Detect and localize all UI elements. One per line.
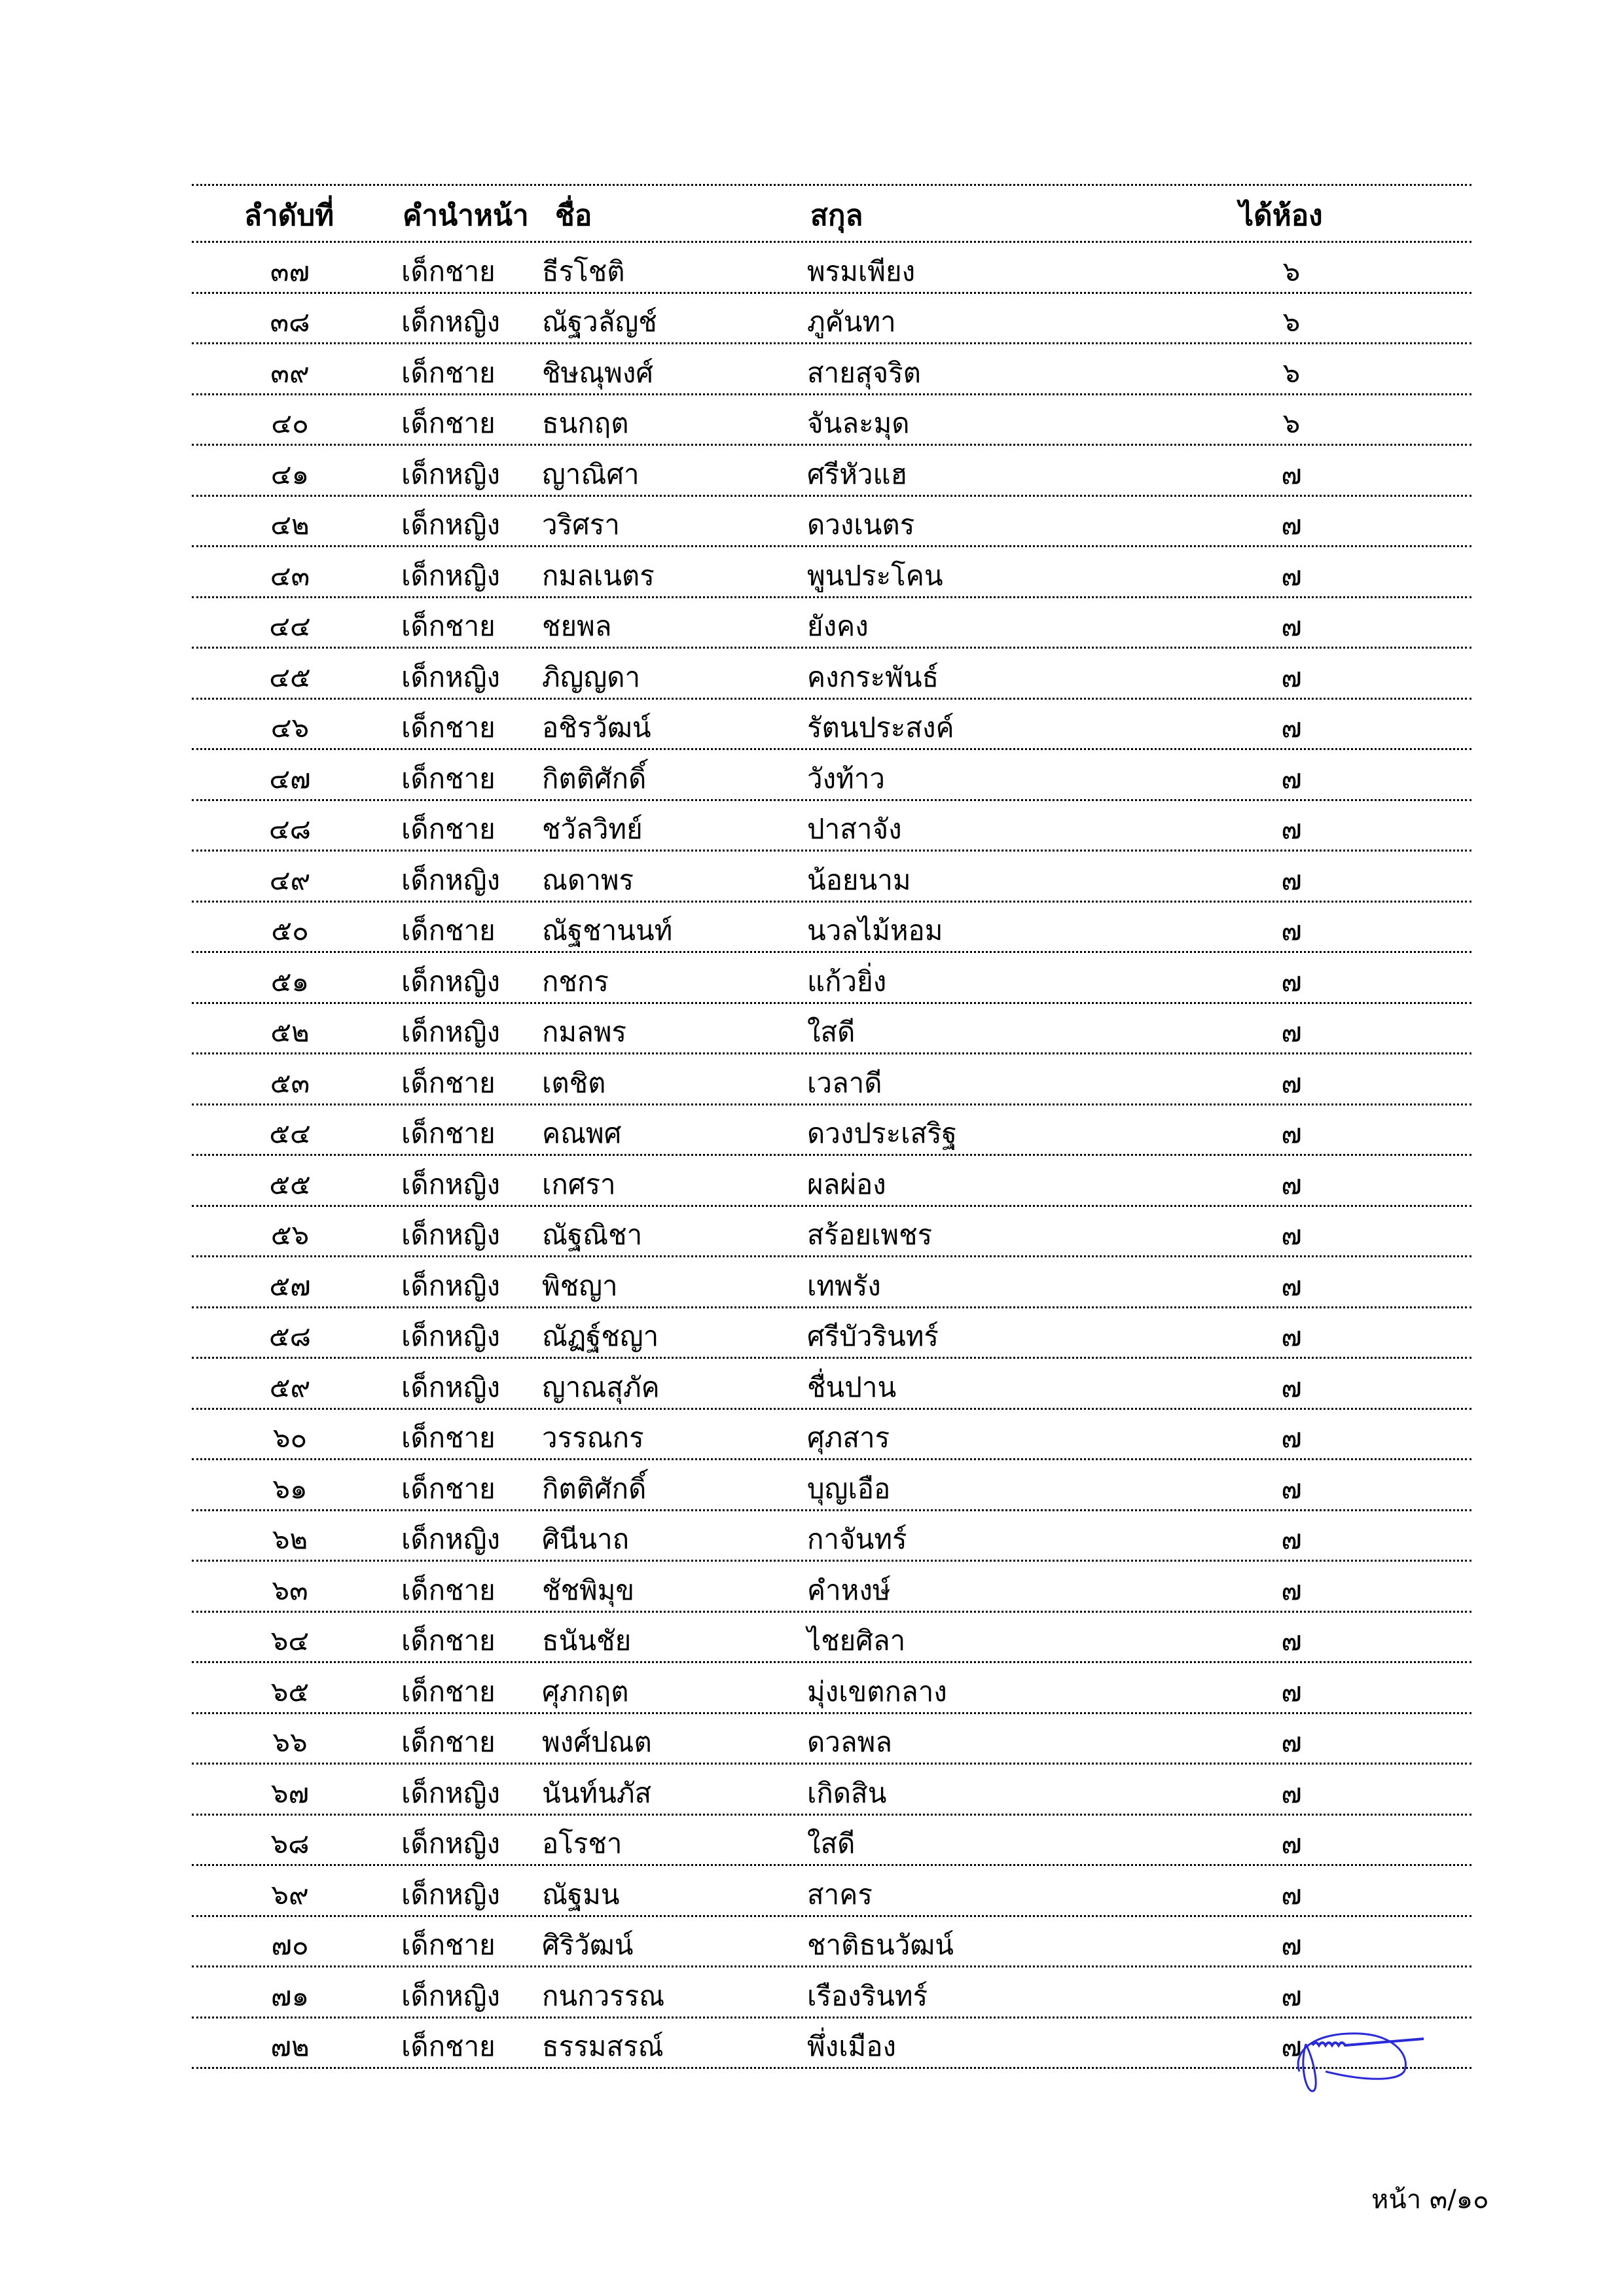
cell-room: ๗ (1281, 1675, 1302, 1708)
cell-no: ๖๒ (272, 1523, 308, 1555)
cell-prefix: เด็กหญิง (401, 306, 501, 338)
cell-last-name: สาคร (807, 1878, 873, 1910)
cell-first-name: ชยพล (542, 610, 612, 642)
cell-room: ๗ (1281, 1422, 1302, 1454)
cell-no: ๔๐ (271, 407, 309, 439)
table-row (192, 547, 1471, 598)
cell-last-name: เกิดสิน (807, 1776, 887, 1809)
cell-last-name: สร้อยเพชร (807, 1219, 933, 1251)
cell-no: ๕๙ (269, 1371, 311, 1403)
cell-first-name: นันท์นภัส (542, 1776, 652, 1809)
cell-room: ๗ (1281, 914, 1302, 946)
cell-room: ๗ (1281, 559, 1302, 592)
cell-room: ๗ (1281, 1624, 1302, 1657)
cell-prefix: เด็กชาย (401, 1929, 496, 1961)
cell-no: ๔๖ (270, 711, 310, 744)
cell-last-name: จันละมุด (807, 407, 910, 439)
cell-first-name: ธนันชัย (542, 1624, 632, 1657)
cell-room: ๗ (1281, 863, 1302, 896)
cell-room: ๗ (1281, 457, 1302, 490)
cell-last-name: ดวลพล (807, 1726, 893, 1758)
table-row (192, 700, 1471, 751)
table-row (192, 1866, 1471, 1917)
cell-room: ๗ (1281, 1878, 1302, 1910)
cell-no: ๔๓ (270, 559, 310, 592)
cell-prefix: เด็กหญิง (401, 457, 501, 490)
cell-room: ๗ (1281, 1472, 1302, 1505)
cell-last-name: ศุภสาร (807, 1422, 890, 1454)
table-body (192, 243, 1471, 2069)
cell-prefix: เด็กหญิง (401, 1219, 501, 1251)
table-header-row (192, 184, 1471, 243)
cell-room: ๗ (1281, 1219, 1302, 1251)
table-row (192, 294, 1471, 345)
table-row (192, 1460, 1471, 1511)
cell-no: ๕๒ (270, 1016, 310, 1048)
table-row (192, 1967, 1471, 2018)
cell-no: ๖๐ (272, 1422, 308, 1454)
cell-room: ๖ (1282, 306, 1301, 338)
cell-last-name: บุญเอือ (807, 1472, 891, 1505)
cell-last-name: กาจันทร์ (807, 1523, 907, 1555)
cell-last-name: มุ่งเขตกลาง (807, 1675, 947, 1708)
cell-room: ๗ (1281, 660, 1302, 693)
cell-first-name: ภิญญดา (542, 660, 641, 693)
cell-room: ๗ (1281, 762, 1302, 795)
cell-no: ๕๗ (269, 1269, 311, 1302)
table-row (192, 750, 1471, 801)
table-row (192, 497, 1471, 548)
cell-prefix: เด็กหญิง (401, 1776, 501, 1809)
cell-prefix: เด็กหญิง (401, 1016, 501, 1048)
cell-first-name: ศุภกฤต (542, 1675, 629, 1708)
cell-room: ๗ (1281, 813, 1302, 845)
cell-last-name: รัตนประสงค์ (807, 711, 954, 744)
table-row (192, 598, 1471, 649)
cell-no: ๔๒ (270, 509, 310, 541)
cell-room: ๖ (1282, 255, 1301, 287)
cell-no: ๖๗ (270, 1776, 310, 1809)
cell-room: ๗ (1281, 1320, 1302, 1352)
cell-last-name: ใสดี (807, 1827, 856, 1859)
cell-no: ๕๖ (270, 1219, 310, 1251)
table-row (192, 1207, 1471, 1258)
cell-last-name: ศรีบัวรินทร์ (807, 1320, 939, 1352)
table-row (192, 852, 1471, 903)
cell-no: ๕๐ (271, 914, 309, 946)
page-number: หน้า ๓/๑๐ (1371, 2185, 1489, 2215)
cell-last-name: ดวงเนตร (807, 509, 915, 541)
cell-first-name: ชวัลวิทย์ (542, 813, 643, 845)
cell-prefix: เด็กชาย (401, 1573, 496, 1606)
table-row (192, 1105, 1471, 1157)
cell-no: ๕๘ (268, 1320, 312, 1352)
cell-room: ๗ (1281, 711, 1302, 744)
cell-no: ๔๔ (269, 610, 311, 642)
cell-no: ๖๓ (272, 1573, 308, 1606)
table-row (192, 1613, 1471, 1664)
cell-first-name: วริศรา (542, 509, 620, 541)
cell-no: ๕๓ (270, 1066, 310, 1099)
table-row (192, 344, 1471, 395)
cell-last-name: สายสุจริต (807, 356, 921, 389)
cell-last-name: เทพรัง (807, 1269, 881, 1302)
cell-last-name: ศรีหัวแฮ (807, 457, 908, 490)
cell-no: ๕๔ (269, 1117, 311, 1149)
cell-prefix: เด็กหญิง (401, 1878, 501, 1910)
cell-room: ๗ (1281, 1827, 1302, 1859)
cell-prefix: เด็กชาย (401, 1117, 496, 1149)
table-row (192, 1308, 1471, 1359)
cell-first-name: ศิริวัฒน์ (542, 1929, 634, 1961)
table-row (192, 1917, 1471, 1968)
cell-prefix: เด็กชาย (401, 1675, 496, 1708)
cell-prefix: เด็กชาย (401, 813, 496, 845)
table-row (192, 1663, 1471, 1714)
cell-prefix: เด็กหญิง (401, 660, 501, 693)
cell-last-name: ชื่นปาน (807, 1371, 897, 1403)
cell-no: ๔๙ (269, 863, 311, 896)
cell-first-name: กมลเนตร (542, 559, 655, 592)
table-row (192, 953, 1471, 1004)
cell-last-name: ใสดี (807, 1016, 856, 1048)
cell-room: ๖ (1282, 356, 1301, 389)
cell-first-name: ชิษณุพงศ์ (542, 356, 654, 389)
cell-no: ๖๕ (270, 1675, 310, 1708)
cell-first-name: กมลพร (542, 1016, 627, 1048)
cell-room: ๗ (1281, 1726, 1302, 1758)
cell-first-name: ศินีนาถ (542, 1523, 630, 1555)
cell-prefix: เด็กหญิง (401, 559, 501, 592)
cell-prefix: เด็กชาย (401, 1472, 496, 1505)
cell-no: ๕๕ (269, 1168, 311, 1200)
cell-room: ๗ (1281, 1016, 1302, 1048)
cell-room: ๗ (1281, 1776, 1302, 1809)
cell-first-name: ธีรโชติ (542, 255, 625, 287)
cell-room: ๗ (1281, 1979, 1302, 2012)
cell-first-name: ญาณสุภัค (542, 1371, 660, 1403)
cell-last-name: คำหงษ์ (807, 1573, 891, 1606)
cell-last-name: ภูคันทา (807, 306, 896, 338)
cell-first-name: เกศรา (542, 1168, 616, 1200)
cell-first-name: กชกร (542, 965, 609, 997)
cell-last-name: ชาติธนวัฒน์ (807, 1929, 954, 1961)
cell-no: ๔๑ (270, 457, 310, 490)
cell-first-name: ธรรมสรณ์ (542, 2030, 664, 2062)
cell-prefix: เด็กหญิง (401, 1827, 501, 1859)
cell-last-name: ไชยศิลา (807, 1624, 906, 1657)
table-row (192, 2018, 1471, 2070)
table-row (192, 1054, 1471, 1105)
table-row (192, 1359, 1471, 1410)
cell-last-name: คงกระพันธ์ (807, 660, 939, 693)
cell-room: ๗ (1281, 509, 1302, 541)
cell-first-name: ณัฐชานนท์ (542, 914, 673, 946)
cell-no: ๓๙ (270, 356, 310, 389)
cell-last-name: แก้วยิ่ง (807, 965, 887, 997)
cell-no: ๖๘ (270, 1827, 310, 1859)
cell-first-name: ญาณิศา (542, 457, 640, 490)
cell-prefix: เด็กชาย (401, 610, 496, 642)
cell-last-name: เรืองรินทร์ (807, 1979, 928, 2012)
cell-first-name: กิตติศักดิ์ (542, 762, 647, 795)
cell-last-name: เวลาดี (807, 1066, 882, 1099)
cell-first-name: ณัฐวลัญช์ (542, 306, 657, 338)
cell-first-name: ณัฏฐ์ชญา (542, 1320, 659, 1352)
table-row (192, 1714, 1471, 1765)
table-row (192, 1816, 1471, 1867)
table-row (192, 649, 1471, 700)
cell-prefix: เด็กหญิง (401, 1269, 501, 1302)
cell-first-name: ณัฐมน (542, 1878, 620, 1910)
cell-prefix: เด็กชาย (401, 255, 496, 287)
header-no: ลำดับที่ (244, 199, 334, 232)
cell-room: ๗ (1281, 1269, 1302, 1302)
cell-prefix: เด็กหญิง (401, 1168, 501, 1200)
table-row (192, 801, 1471, 852)
cell-no: ๔๗ (269, 762, 311, 795)
table-row (192, 1156, 1471, 1207)
cell-no: ๗๐ (271, 1929, 309, 1961)
cell-room: ๗ (1281, 1371, 1302, 1403)
cell-last-name: นวลไม้หอม (807, 914, 943, 946)
table-row (192, 1410, 1471, 1461)
cell-no: ๖๑ (272, 1472, 308, 1505)
cell-first-name: อโรชา (542, 1827, 623, 1859)
cell-room: ๗ (1281, 1929, 1302, 1961)
cell-no: ๕๑ (270, 965, 310, 997)
cell-first-name: ณัฐณิชา (542, 1219, 643, 1251)
cell-last-name: ดวงประเสริฐ (807, 1117, 957, 1149)
header-room: ได้ห้อง (1239, 199, 1323, 232)
signature-icon (1286, 2026, 1430, 2098)
table-row (192, 903, 1471, 954)
cell-no: ๔๘ (268, 813, 312, 845)
cell-prefix: เด็กชาย (401, 1726, 496, 1758)
cell-prefix: เด็กหญิง (401, 1320, 501, 1352)
cell-prefix: เด็กชาย (401, 762, 496, 795)
header-last-name: สกุล (810, 199, 863, 232)
table-row (192, 1511, 1471, 1562)
cell-room: ๗ (1281, 1573, 1302, 1606)
cell-no: ๔๕ (269, 660, 311, 693)
cell-prefix: เด็กชาย (401, 914, 496, 946)
cell-no: ๗๑ (270, 1979, 310, 2012)
table-row (192, 1004, 1471, 1055)
cell-prefix: เด็กหญิง (401, 863, 501, 896)
cell-last-name: ปาสาจัง (807, 813, 902, 845)
cell-first-name: กิตติศักดิ์ (542, 1472, 647, 1505)
cell-last-name: น้อยนาม (807, 863, 911, 896)
cell-prefix: เด็กชาย (401, 2030, 496, 2062)
header-prefix: คำนำหน้า (403, 199, 529, 232)
cell-first-name: ชัชพิมุข (542, 1573, 635, 1606)
table-row (192, 1562, 1471, 1613)
cell-prefix: เด็กชาย (401, 1624, 496, 1657)
cell-no: ๓๗ (270, 255, 310, 287)
cell-last-name: วังท้าว (807, 762, 885, 795)
cell-prefix: เด็กชาย (401, 407, 496, 439)
cell-last-name: ผลผ่อง (807, 1168, 886, 1200)
cell-room: ๗ (1281, 965, 1302, 997)
cell-first-name: ธนกฤต (542, 407, 629, 439)
cell-first-name: กนกวรรณ (542, 1979, 665, 2012)
table-row (192, 243, 1471, 294)
student-room-table (192, 184, 1471, 2069)
cell-first-name: คณพศ (542, 1117, 622, 1149)
cell-prefix: เด็กหญิง (401, 965, 501, 997)
table-row (192, 395, 1471, 446)
cell-prefix: เด็กชาย (401, 356, 496, 389)
cell-room: ๗ (1281, 1066, 1302, 1099)
cell-prefix: เด็กชาย (401, 711, 496, 744)
cell-last-name: พูนประโคน (807, 559, 943, 592)
cell-first-name: พิชญา (542, 1269, 618, 1302)
cell-no: ๖๙ (271, 1878, 309, 1910)
cell-last-name: ยังคง (807, 610, 869, 642)
cell-first-name: วรรณกร (542, 1422, 644, 1454)
cell-no: ๖๔ (270, 1624, 310, 1657)
cell-first-name: อชิรวัฒน์ (542, 711, 651, 744)
cell-no: ๖๖ (272, 1726, 308, 1758)
cell-prefix: เด็กชาย (401, 1066, 496, 1099)
cell-room: ๗ (1281, 1523, 1302, 1555)
cell-prefix: เด็กหญิง (401, 509, 501, 541)
cell-last-name: พรมเพียง (807, 255, 916, 287)
table-row (192, 446, 1471, 497)
cell-first-name: พงศ์ปณต (542, 1726, 652, 1758)
table-row (192, 1765, 1471, 1816)
cell-room: ๖ (1282, 407, 1301, 439)
cell-prefix: เด็กชาย (401, 1422, 496, 1454)
table-row (192, 1257, 1471, 1308)
cell-last-name: พึ่งเมือง (807, 2030, 896, 2062)
cell-room: ๗ (1281, 610, 1302, 642)
cell-room: ๗ (1281, 2030, 1302, 2062)
cell-prefix: เด็กหญิง (401, 1523, 501, 1555)
cell-prefix: เด็กหญิง (401, 1371, 501, 1403)
header-first-name: ชื่อ (555, 199, 592, 232)
cell-first-name: ณดาพร (542, 863, 634, 896)
cell-room: ๗ (1281, 1168, 1302, 1200)
cell-no: ๓๘ (270, 306, 310, 338)
cell-room: ๗ (1281, 1117, 1302, 1149)
cell-prefix: เด็กหญิง (401, 1979, 501, 2012)
cell-no: ๗๒ (270, 2030, 310, 2062)
cell-first-name: เตชิต (542, 1066, 606, 1099)
